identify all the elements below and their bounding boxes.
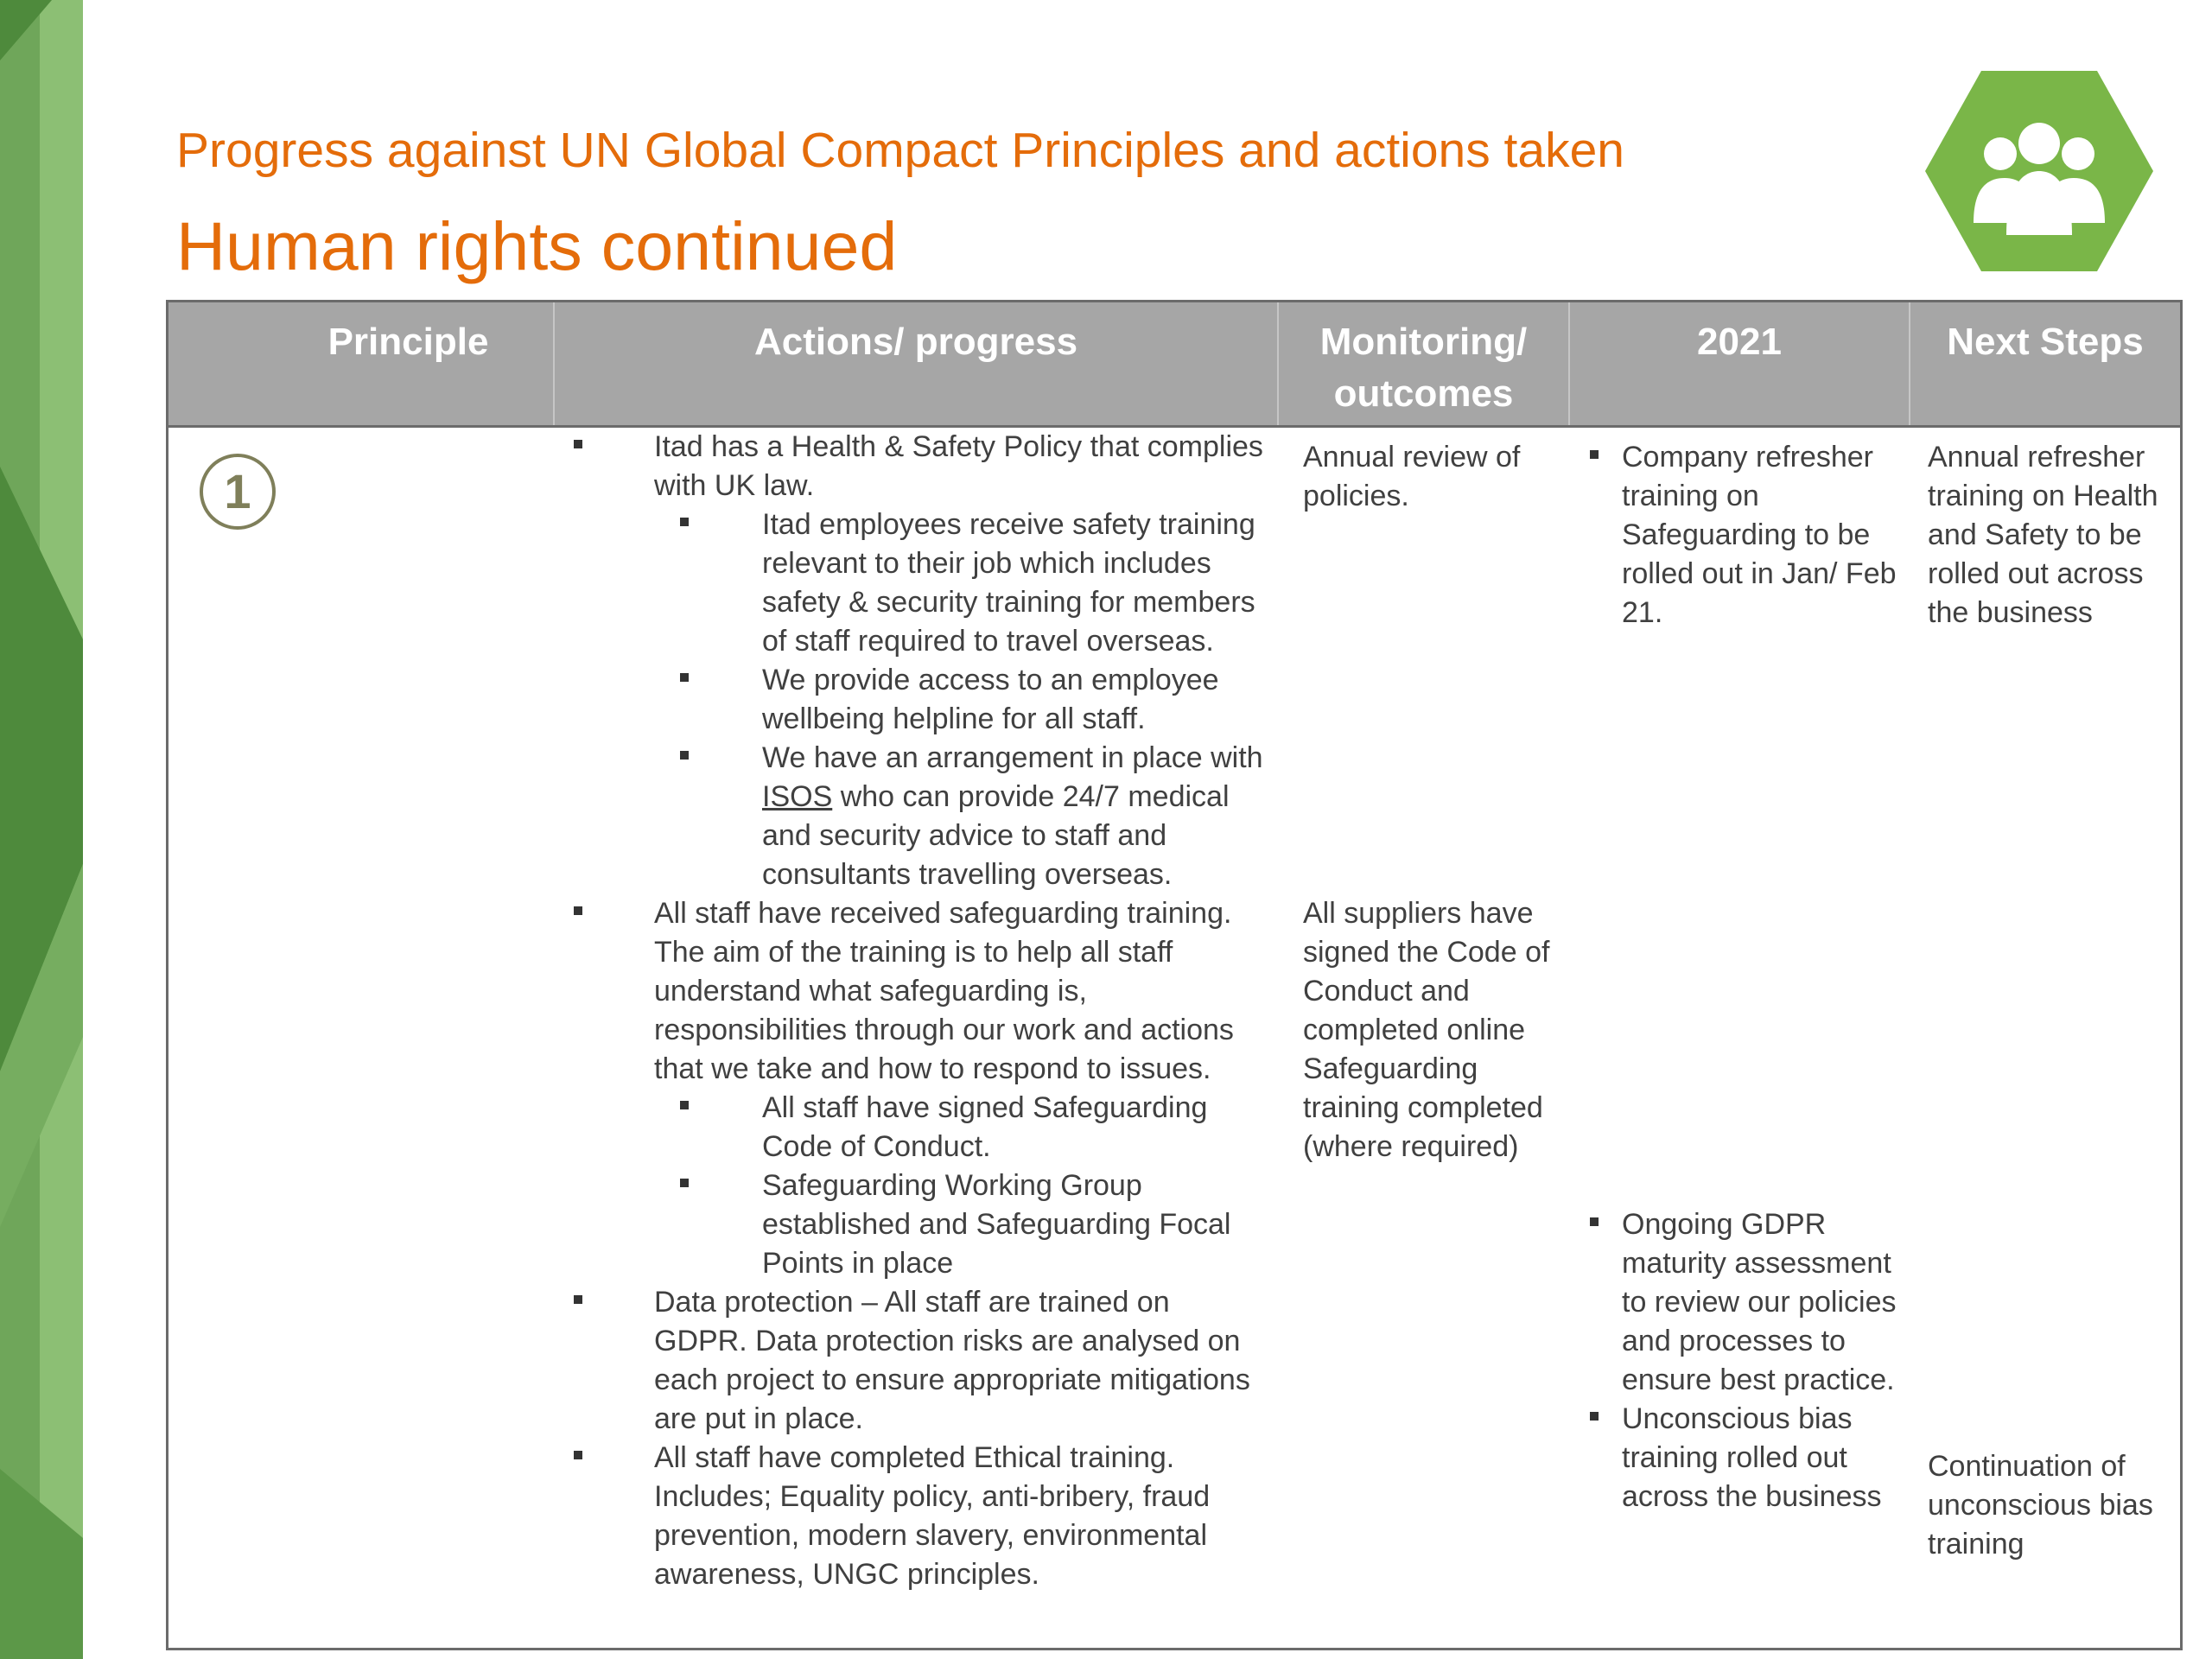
header-actions-progress: Actions/ progress bbox=[555, 302, 1279, 425]
principles-table bbox=[166, 300, 2183, 1650]
header-monitoring-outcomes bbox=[1279, 302, 1570, 425]
header-next-steps: Next Steps bbox=[1947, 321, 2144, 363]
sub-item bbox=[654, 1166, 1263, 1283]
next-step-unconscious-bias: Continuation of unconscious bias training bbox=[1928, 1450, 2153, 1560]
bullet-icon bbox=[680, 751, 689, 760]
action-text: All staff have received safeguarding training. The aim of the training is to help all staff understand what safeguarding is, responsibilities through our work and actions that we take and how to respond to issues. bbox=[654, 897, 1234, 1085]
item-2021-safeguarding bbox=[1570, 438, 1902, 632]
action-text: Data protection – All staff are trained on GDPR. Data protection risks are analysed on each project to ensure appropriate mitigations are put in place. bbox=[654, 1286, 1250, 1435]
column-2021-cell bbox=[1570, 428, 1910, 1513]
monitoring-text-suppliers: All suppliers have signed the Code of Conduct and completed online Safeguarding training completed (where required) bbox=[1303, 897, 1550, 1163]
sub-item bbox=[654, 505, 1263, 661]
item-2021-text: Unconscious bias training rolled out across the business bbox=[1622, 1402, 1882, 1513]
item-2021-unconscious-bias bbox=[1570, 1400, 1902, 1516]
action-item-health-safety bbox=[555, 428, 1263, 894]
principle-number-badge: 1 bbox=[200, 454, 276, 530]
bullet-icon bbox=[574, 1451, 582, 1459]
isos-link[interactable]: ISOS bbox=[762, 780, 833, 813]
header-2021: 2021 bbox=[1570, 302, 1910, 425]
item-2021-text: Company refresher training on Safeguarding to be rolled out in Jan/ Feb 21. bbox=[1622, 441, 1897, 629]
decorative-side-band bbox=[0, 0, 83, 1659]
bullet-icon bbox=[680, 1101, 689, 1109]
table-header-row bbox=[168, 302, 2180, 428]
sub-item-text: Itad employees receive safety training relevant to their job which includes safety & security training for members of staff required to travel overseas. bbox=[762, 508, 1255, 658]
principle-cell bbox=[168, 428, 555, 1648]
action-text: All staff have completed Ethical training. Includes; Equality policy, anti-bribery, fraud prevention, modern slavery, environmental awareness, UNGC principles. bbox=[654, 1441, 1211, 1591]
item-2021-text: Ongoing GDPR maturity assessment to review our policies and processes to ensure best practice. bbox=[1622, 1208, 1897, 1396]
isos-after-text: who can provide 24/7 medical and security advice to staff and consultants travelling overseas. bbox=[762, 780, 1230, 891]
people-group-icon bbox=[1923, 69, 2155, 273]
bullet-icon bbox=[680, 518, 689, 526]
sub-item bbox=[654, 1089, 1263, 1166]
sub-item bbox=[654, 661, 1263, 739]
monitoring-text-policies: Annual review of policies. bbox=[1303, 441, 1521, 512]
sub-item-text: All staff have signed Safeguarding Code of Conduct. bbox=[762, 1091, 1208, 1163]
bullet-icon bbox=[574, 440, 582, 448]
monitoring-cell bbox=[1279, 428, 1570, 1163]
action-item-ethical-training bbox=[555, 1439, 1263, 1594]
header-monitoring-text: Monitoring/ outcomes bbox=[1319, 321, 1528, 415]
sub-item-text bbox=[762, 739, 1263, 894]
item-2021-gdpr bbox=[1570, 1205, 1902, 1400]
next-step-health-safety: Annual refresher training on Health and Safety to be rolled out across the business bbox=[1928, 441, 2158, 629]
sub-item-text: Safeguarding Working Group established and Safeguarding Focal Points in place bbox=[762, 1169, 1231, 1280]
actions-cell bbox=[555, 428, 1279, 1594]
bullet-icon bbox=[680, 1179, 689, 1187]
bullet-icon bbox=[1590, 1412, 1599, 1421]
bullet-icon bbox=[574, 906, 582, 915]
isos-before-text: We have an arrangement in place with bbox=[762, 741, 1263, 774]
header-principle: Principle bbox=[168, 302, 555, 425]
sub-item-text: We provide access to an employee wellbeing helpline for all staff. bbox=[762, 664, 1219, 735]
bullet-icon bbox=[1590, 450, 1599, 459]
bullet-icon bbox=[1590, 1217, 1599, 1226]
slide-subtitle: Progress against UN Global Compact Principles and actions taken bbox=[176, 123, 1624, 178]
bullet-icon bbox=[680, 673, 689, 682]
action-item-safeguarding bbox=[555, 894, 1263, 1283]
action-item-data-protection bbox=[555, 1283, 1263, 1439]
bullet-icon bbox=[574, 1295, 582, 1304]
sub-item bbox=[654, 739, 1263, 894]
next-steps-cell bbox=[1910, 428, 2180, 1560]
action-text: Itad has a Health & Safety Policy that complies with UK law. bbox=[654, 430, 1263, 502]
slide-title: Human rights continued bbox=[176, 207, 898, 284]
